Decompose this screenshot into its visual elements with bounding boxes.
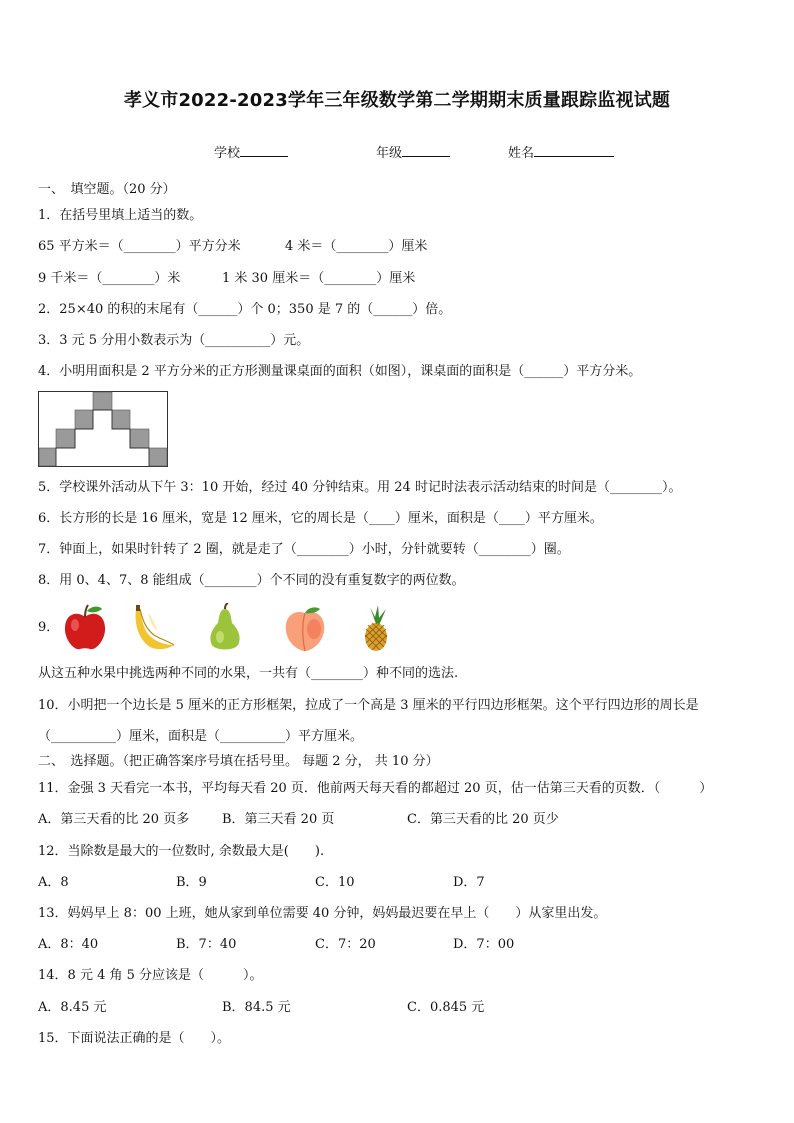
school-blank[interactable] xyxy=(240,144,288,157)
question-14: 14．8 元 4 角 5 分应该是（ ）。 xyxy=(38,968,263,983)
pear-icon xyxy=(200,603,250,653)
section-2-heading: 二、 选择题。（把正确答案序号填在括号里。 每题 2 分， 共 10 分） xyxy=(38,754,439,769)
question-13: 13．妈妈早上 8：00 上班，她从家到单位需要 40 分钟，妈妈最迟要在早上（ ）从家里出发。 xyxy=(38,906,607,921)
q13-option-b[interactable]: B．7：40 xyxy=(176,937,237,952)
question-9-text: 从这五种水果中挑选两种不同的水果，一共有（________）种不同的选法. xyxy=(38,666,459,681)
question-11: 11．金强 3 天看完一本书，平均每天看 20 页．他前两天每天看的都超过 20 页，估一估第三天看的页数．（ ） xyxy=(38,781,713,796)
name-field[interactable] xyxy=(508,142,614,161)
page-title: 孝义市2022-2023学年三年级数学第二学期期末质量跟踪监视试题 xyxy=(123,90,671,111)
question-1c: 9 千米＝（________）米 xyxy=(38,271,181,286)
question-2: 2．25×40 的积的末尾有（______）个 0；350 是 7 的（______）倍。 xyxy=(38,302,452,317)
q12-option-d[interactable]: D．7 xyxy=(453,875,485,890)
q13-option-d[interactable]: D．7：00 xyxy=(453,937,515,952)
q12-option-b[interactable]: B．9 xyxy=(176,875,207,890)
q12-option-a[interactable]: A．8 xyxy=(38,875,69,890)
q14-option-a[interactable]: A．8.45 元 xyxy=(38,1000,107,1015)
q12-option-c[interactable]: C．10 xyxy=(315,875,355,890)
question-10-line-2: （__________）厘米，面积是（__________）平方厘米。 xyxy=(38,729,364,744)
question-12: 12．当除数是最大的一位数时, 余数最大是( ). xyxy=(38,844,325,859)
question-10-line-1: 10．小明把一个边长是 5 厘米的正方形框架，拉成了一个高是 3 厘米的平行四边形框架。这个平行四边形的周长是 xyxy=(38,698,699,713)
school-field[interactable] xyxy=(214,142,288,161)
grade-blank[interactable] xyxy=(402,144,450,157)
question-1b: 4 米＝（________）厘米 xyxy=(285,239,428,254)
grade-label: 年级 xyxy=(376,146,403,161)
question-4: 4．小明用面积是 2 平方分米的正方形测量课桌面的面积（如图），课桌面的面积是（______）平方分米。 xyxy=(38,364,642,379)
q13-option-a[interactable]: A．8：40 xyxy=(38,937,99,952)
pineapple-icon xyxy=(352,603,402,653)
q11-option-c[interactable]: C．第三天看的比 20 页少 xyxy=(407,812,559,827)
question-1: 1．在括号里填上适当的数。 xyxy=(38,208,203,223)
grade-field[interactable] xyxy=(376,142,450,161)
question-8: 8．用 0、4、7、8 能组成（________）个不同的没有重复数字的两位数。 xyxy=(38,573,465,588)
question-6: 6．长方形的长是 16 厘米，宽是 12 厘米，它的周长是（____）厘米，面积是（____）平方厘米。 xyxy=(38,511,603,526)
desk-grid-figure xyxy=(38,391,168,467)
question-1a: 65 平方米＝（________）平方分米 xyxy=(38,239,241,254)
q11-option-a[interactable]: A．第三天看的比 20 页多 xyxy=(38,812,190,827)
section-1-heading: 一、 填空题。（20 分） xyxy=(38,182,176,197)
q14-option-b[interactable]: B．84.5 元 xyxy=(222,1000,291,1015)
name-label: 姓名 xyxy=(508,146,535,161)
apple-icon xyxy=(60,603,110,653)
question-5: 5．学校课外活动从下午 3：10 开始，经过 40 分钟结束。用 24 时记时法表示活动结束的时间是（________）。 xyxy=(38,480,682,495)
peach-icon xyxy=(280,603,330,653)
q13-option-c[interactable]: C．7：20 xyxy=(315,937,376,952)
question-15: 15．下面说法正确的是（ ）。 xyxy=(38,1031,231,1046)
question-7: 7．钟面上，如果时针转了 2 圈，就是走了（________）小时，分针就要转（________）圈。 xyxy=(38,542,570,557)
name-blank[interactable] xyxy=(534,144,614,157)
q11-option-b[interactable]: B．第三天看 20 页 xyxy=(222,812,335,827)
question-3: 3．3 元 5 分用小数表示为（__________）元。 xyxy=(38,333,310,348)
school-label: 学校 xyxy=(214,146,241,161)
q14-option-c[interactable]: C．0.845 元 xyxy=(407,1000,485,1015)
question-1d: 1 米 30 厘米＝（________）厘米 xyxy=(222,271,416,286)
banana-icon xyxy=(128,603,178,653)
question-9: 9． xyxy=(38,620,60,635)
